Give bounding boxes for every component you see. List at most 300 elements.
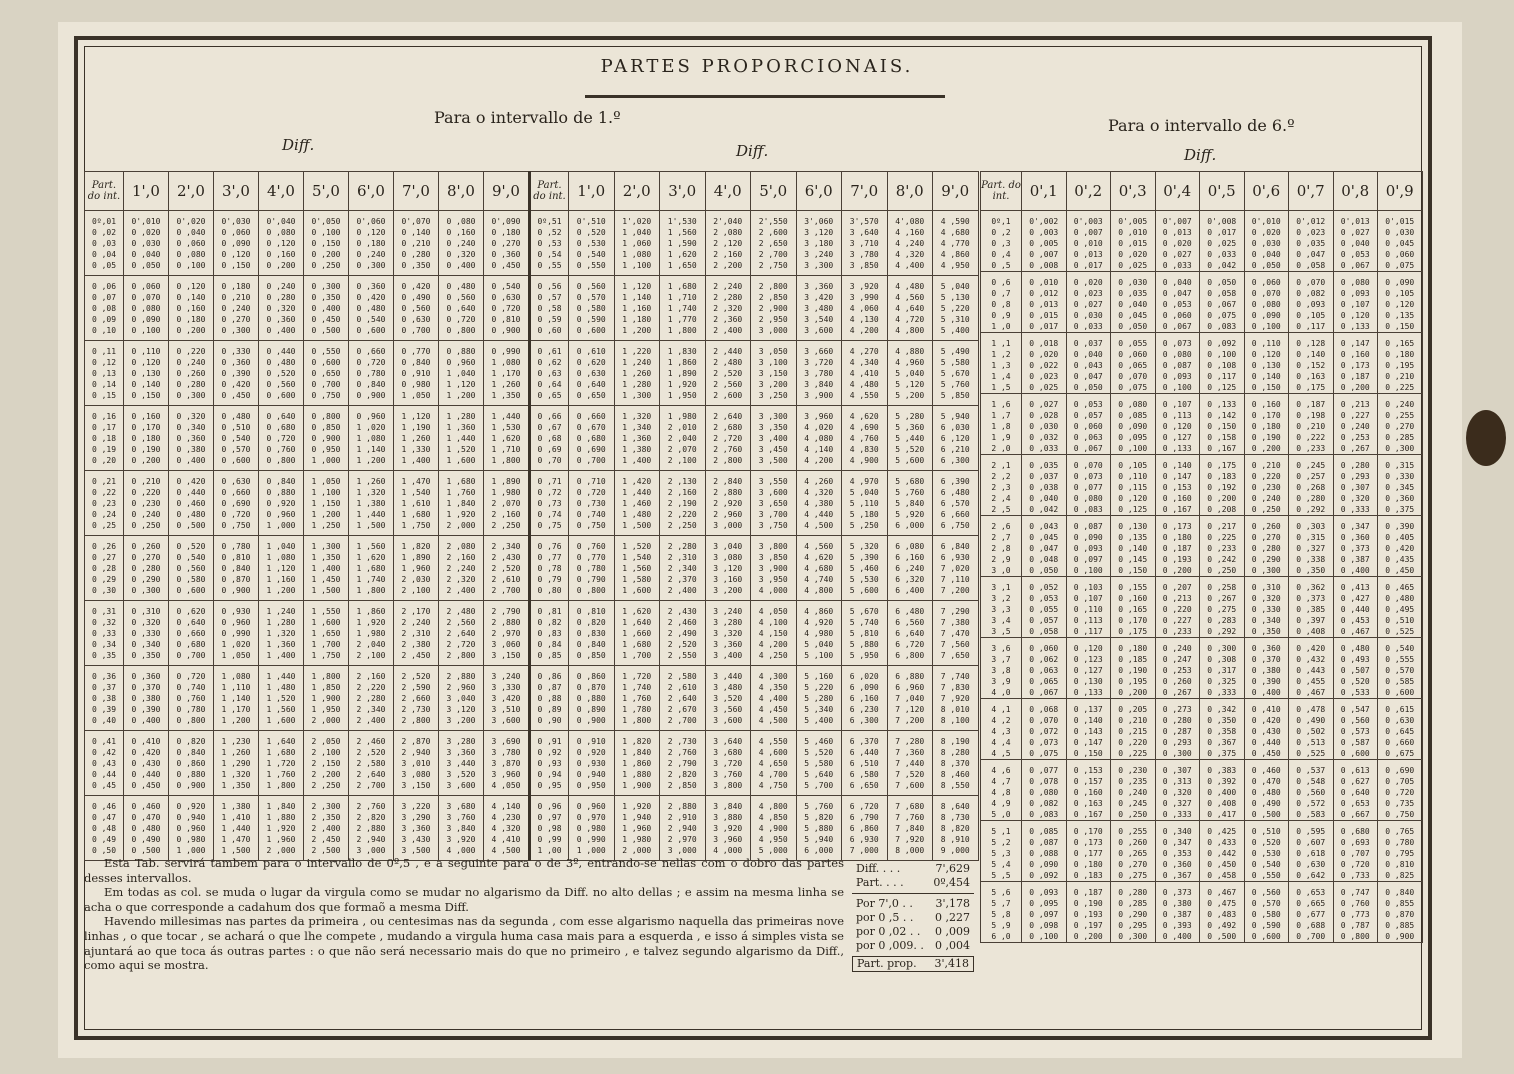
proportional-values: 1 ,840 1 ,880 1 ,920 1 ,960 2 ,000 [266, 802, 296, 855]
value-cell [842, 731, 888, 796]
part-values: 2 ,1 2 ,2 2 ,3 2 ,4 2 ,5 [991, 461, 1011, 514]
proportional-values: 0 ,425 0 ,433 0 ,442 0 ,450 0 ,458 [1207, 827, 1237, 880]
proportional-values: 0 ,660 0 ,670 0 ,680 0 ,690 0 ,700 [576, 412, 606, 465]
diff-column-header: 0',9 [1378, 172, 1423, 211]
value-cell [439, 601, 484, 666]
value-cell [259, 796, 304, 861]
part-values: 2 ,6 2 ,7 2 ,8 2 ,9 3 ,0 [991, 522, 1011, 575]
value-cell [1066, 272, 1111, 333]
table-row [85, 666, 529, 731]
proportional-values: 2 ,640 2 ,680 2 ,720 2 ,760 2 ,800 [713, 412, 743, 465]
value-cell [887, 536, 933, 601]
value-cell [1111, 211, 1156, 272]
part-cell [981, 821, 1022, 882]
value-cell [1289, 333, 1334, 394]
value-cell [614, 536, 660, 601]
footnote-paragraph: Em todas as col. se muda o lugar da virgula como se mudar no algarismo da Diff. no alto dellas ; e assim na mesma linha se acha o que corresponde a cadahum dos que formaõ a mesma Diff. [84, 885, 844, 914]
proportional-values: 3 ,050 3 ,100 3 ,150 3 ,200 3 ,250 [758, 347, 788, 400]
value-cell [1378, 821, 1423, 882]
value-cell [1289, 882, 1334, 943]
proportional-values: 4 ,560 4 ,620 4 ,680 4 ,740 4 ,800 [804, 542, 834, 595]
proportional-values: 0 ,960 1 ,020 1 ,080 1 ,140 1 ,200 [356, 412, 386, 465]
value-cell [304, 536, 349, 601]
proportional-values: 0 ,810 0 ,820 0 ,830 0 ,840 0 ,850 [576, 607, 606, 660]
value-cell [1022, 516, 1067, 577]
value-cell [1155, 699, 1200, 760]
value-cell [705, 341, 751, 406]
title-rule [585, 95, 945, 98]
value-cell [660, 406, 706, 471]
proportional-values: 2 ,760 2 ,820 2 ,880 2 ,940 3 ,000 [356, 802, 386, 855]
proportional-values: 0 ,080 0 ,085 0 ,090 0 ,095 0 ,100 [1118, 400, 1148, 453]
proportional-values: 0 ,130 0 ,135 0 ,140 0 ,145 0 ,150 [1118, 522, 1148, 575]
table-row [530, 211, 979, 276]
value-cell [169, 796, 214, 861]
part-values: 1 ,1 1 ,2 1 ,3 1 ,4 1 ,5 [991, 339, 1011, 392]
part-cell [981, 577, 1022, 638]
example-part-value: 0º,454 [933, 876, 970, 889]
proportional-values: 0 ,410 0 ,420 0 ,430 0 ,440 0 ,450 [1251, 705, 1281, 758]
value-cell [796, 406, 842, 471]
proportional-values: 2 ,050 2 ,100 2 ,150 2 ,200 2 ,250 [311, 737, 341, 790]
part-cell [530, 731, 569, 796]
part-cell [530, 471, 569, 536]
proportional-values: 2 ,800 2 ,850 2 ,900 2 ,950 3 ,000 [758, 282, 788, 335]
part-column-header: Part. do int. [981, 172, 1022, 211]
proportional-values: 0 ,090 0 ,105 0 ,120 0 ,135 0 ,150 [1385, 278, 1415, 331]
value-cell [349, 471, 394, 536]
value-cell [751, 731, 797, 796]
proportional-values: 0 ,052 0 ,053 0 ,055 0 ,057 0 ,058 [1029, 583, 1059, 636]
part-values: 0 ,66 0 ,67 0 ,68 0 ,69 0 ,70 [537, 412, 562, 465]
diff-column-header: 7',0 [394, 172, 439, 211]
value-cell [705, 796, 751, 861]
value-cell [1289, 699, 1334, 760]
paper-damage-spot [1466, 410, 1506, 466]
proportional-values: 0 ,260 0 ,270 0 ,280 0 ,290 0 ,300 [1251, 522, 1281, 575]
value-cell [1333, 577, 1378, 638]
proportional-values: 2 ,460 2 ,520 2 ,580 2 ,640 2 ,700 [356, 737, 386, 790]
value-cell [394, 406, 439, 471]
value-cell [304, 341, 349, 406]
value-cell [214, 276, 259, 341]
proportional-values: 3 ,680 3 ,760 3 ,840 3 ,920 4 ,000 [446, 802, 476, 855]
value-cell [705, 536, 751, 601]
proportional-values: 1 ,640 1 ,680 1 ,720 1 ,760 1 ,800 [266, 737, 296, 790]
value-cell [1066, 638, 1111, 699]
proportional-values: 4 ,300 4 ,350 4 ,400 4 ,450 4 ,500 [758, 672, 788, 725]
part-values: 0 ,06 0 ,07 0 ,08 0 ,09 0 ,10 [91, 282, 117, 335]
worked-example [852, 862, 974, 972]
value-cell [304, 471, 349, 536]
proportional-values: 8 ,640 8 ,730 8 ,820 8 ,910 9 ,000 [940, 802, 970, 855]
proportional-values: 7 ,680 7 ,760 7 ,840 7 ,920 8 ,000 [895, 802, 925, 855]
value-cell [842, 796, 888, 861]
value-cell [796, 601, 842, 666]
diff-label-2: Diff. [736, 142, 769, 160]
proportional-values: 0 ,413 0 ,427 0 ,440 0 ,453 0 ,467 [1340, 583, 1370, 636]
value-cell [1289, 577, 1334, 638]
value-cell [169, 731, 214, 796]
proportional-values: 0 ,037 0 ,040 0 ,043 0 ,047 0 ,050 [1073, 339, 1103, 392]
value-cell [1155, 516, 1200, 577]
table-row [530, 796, 979, 861]
part-values: 0 ,86 0 ,87 0 ,88 0 ,89 0 ,90 [537, 672, 562, 725]
value-cell [614, 471, 660, 536]
value-cell [933, 796, 979, 861]
proportional-values: 6 ,720 6 ,790 6 ,860 6 ,930 7 ,000 [849, 802, 879, 855]
value-cell [1111, 516, 1156, 577]
proportional-values: 0 ,480 0 ,493 0 ,507 0 ,520 0 ,533 [1340, 644, 1370, 697]
proportional-values: 1 ,040 1 ,080 1 ,120 1 ,160 1 ,200 [266, 542, 296, 595]
proportional-values: 4 ,620 4 ,690 4 ,760 4 ,830 4 ,900 [849, 412, 879, 465]
proportional-values: 0 ,092 0 ,100 0 ,108 0 ,117 0 ,125 [1207, 339, 1237, 392]
proportional-values: 0 ,340 0 ,347 0 ,353 0 ,360 0 ,367 [1162, 827, 1192, 880]
diff-column-header: 4',0 [705, 172, 751, 211]
proportional-values: 0 ,280 0 ,285 0 ,290 0 ,295 0 ,300 [1118, 888, 1148, 941]
diff-column-header: 8',0 [439, 172, 484, 211]
proportional-values: 4 ,480 4 ,560 4 ,640 4 ,720 4 ,800 [895, 282, 925, 335]
diff-column-header: 6',0 [796, 172, 842, 211]
proportional-values: 0 ,478 0 ,490 0 ,502 0 ,513 0 ,525 [1296, 705, 1326, 758]
proportional-values: 0',015 0 ,030 0 ,045 0 ,060 0 ,075 [1385, 217, 1415, 270]
value-cell [1200, 638, 1245, 699]
proportional-values: 0 ,043 0 ,045 0 ,047 0 ,048 0 ,050 [1029, 522, 1059, 575]
proportional-values: 4 ,050 4 ,100 4 ,150 4 ,200 4 ,250 [758, 607, 788, 660]
value-cell [439, 471, 484, 536]
proportional-values: 1 ,050 1 ,100 1 ,150 1 ,200 1 ,250 [311, 477, 341, 530]
part-values: 0 ,96 0 ,97 0 ,98 0 ,99 1 ,00 [537, 802, 562, 855]
value-cell [796, 666, 842, 731]
value-cell [1111, 272, 1156, 333]
proportional-values: 0 ,710 0 ,720 0 ,730 0 ,740 0 ,750 [576, 477, 606, 530]
value-cell [349, 731, 394, 796]
value-cell [169, 406, 214, 471]
proportional-values: 0 ,133 0 ,142 0 ,150 0 ,158 0 ,167 [1207, 400, 1237, 453]
proportional-values: 0 ,410 0 ,420 0 ,430 0 ,440 0 ,450 [131, 737, 161, 790]
value-cell [484, 276, 529, 341]
part-cell [981, 516, 1022, 577]
value-cell [1200, 455, 1245, 516]
proportional-values: 0 ,770 0 ,840 0 ,910 0 ,980 1 ,050 [401, 347, 431, 400]
proportional-values: 0 ,080 0 ,160 0 ,240 0 ,320 0 ,400 [446, 217, 476, 270]
value-cell [439, 536, 484, 601]
part-cell [530, 276, 569, 341]
value-cell [124, 471, 169, 536]
value-cell [169, 211, 214, 276]
value-cell [1333, 516, 1378, 577]
proportional-values: 0 ,105 0 ,110 0 ,115 0 ,120 0 ,125 [1118, 461, 1148, 514]
value-cell [259, 601, 304, 666]
value-cell [751, 341, 797, 406]
value-cell [660, 731, 706, 796]
value-cell [214, 341, 259, 406]
value-cell [796, 341, 842, 406]
proportional-values: 0 ,050 0 ,058 0 ,067 0 ,075 0 ,083 [1207, 278, 1237, 331]
proportional-values: 6 ,880 6 ,960 7 ,040 7 ,120 7 ,200 [895, 672, 925, 725]
proportional-values: 0 ,780 0 ,810 0 ,840 0 ,870 0 ,900 [221, 542, 251, 595]
value-cell [1155, 455, 1200, 516]
value-cell [1289, 760, 1334, 821]
value-cell [214, 601, 259, 666]
proportional-values: 5 ,160 5 ,220 5 ,280 5 ,340 5 ,400 [804, 672, 834, 725]
example-line-value: 0 ,004 [935, 939, 970, 952]
proportional-values: 6 ,020 6 ,090 6 ,160 6 ,230 6 ,300 [849, 672, 879, 725]
value-cell [349, 666, 394, 731]
value-cell [842, 406, 888, 471]
value-cell [1289, 821, 1334, 882]
part-values: 5 ,6 5 ,7 5 ,8 5 ,9 6 ,0 [991, 888, 1011, 941]
value-cell [1066, 882, 1111, 943]
proportional-values: 0 ,060 0 ,070 0 ,080 0 ,090 0 ,100 [131, 282, 161, 335]
proportional-values: 0 ,207 0 ,213 0 ,220 0 ,227 0 ,233 [1162, 583, 1192, 636]
table-row [981, 821, 1423, 882]
value-cell [751, 536, 797, 601]
proportional-values: 0 ,630 0 ,660 0 ,690 0 ,720 0 ,750 [221, 477, 251, 530]
proportional-values: 0 ,300 0 ,308 0 ,317 0 ,325 0 ,333 [1207, 644, 1237, 697]
value-cell [569, 601, 615, 666]
proportional-values: 4 ,590 4 ,680 4 ,770 4 ,860 4 ,950 [940, 217, 970, 270]
value-cell [304, 406, 349, 471]
proportional-values: 1 ,680 1 ,710 1 ,740 1 ,770 1 ,800 [667, 282, 697, 335]
table-row [85, 341, 529, 406]
table-row [85, 471, 529, 536]
example-diff-label: Diff. . . . [856, 862, 901, 875]
proportional-values: 3 ,280 3 ,360 3 ,440 3 ,520 3 ,600 [446, 737, 476, 790]
diff-column-header: 0',4 [1155, 172, 1200, 211]
value-cell [1378, 760, 1423, 821]
part-cell [530, 211, 569, 276]
value-cell [1022, 211, 1067, 272]
proportional-values: 0 ,640 0 ,680 0 ,720 0 ,760 0 ,800 [266, 412, 296, 465]
value-cell [796, 796, 842, 861]
proportional-values: 3 ,360 3 ,420 3 ,480 3 ,540 3 ,600 [804, 282, 834, 335]
part-cell [530, 666, 569, 731]
proportional-values: 0 ,210 0 ,220 0 ,230 0 ,240 0 ,250 [131, 477, 161, 530]
value-cell [1155, 333, 1200, 394]
proportional-values: 0 ,720 0 ,740 0 ,760 0 ,780 0 ,800 [176, 672, 206, 725]
part-cell [85, 731, 124, 796]
table-row [530, 276, 979, 341]
value-cell [614, 666, 660, 731]
part-values: 0 ,71 0 ,72 0 ,73 0 ,74 0 ,75 [537, 477, 562, 530]
value-cell [394, 471, 439, 536]
proportional-values: 0 ,480 0 ,560 0 ,640 0 ,720 0 ,800 [446, 282, 476, 335]
proportional-values: 3 ,960 4 ,020 4 ,080 4 ,140 4 ,200 [804, 412, 834, 465]
proportional-values: 3 ,300 3 ,350 3 ,400 3 ,450 3 ,500 [758, 412, 788, 465]
value-cell [169, 471, 214, 536]
proportional-values: 1',530 1 ,560 1 ,590 1 ,620 1 ,650 [667, 217, 697, 270]
value-cell [751, 406, 797, 471]
diff-column-header: 0',3 [1111, 172, 1156, 211]
value-cell [259, 536, 304, 601]
proportional-values: 0 ,260 0 ,270 0 ,280 0 ,290 0 ,300 [131, 542, 161, 595]
table-header-row [85, 172, 529, 211]
part-cell [981, 272, 1022, 333]
proportional-values: 7 ,280 7 ,360 7 ,440 7 ,520 7 ,600 [895, 737, 925, 790]
proportional-values: 0 ,360 0 ,370 0 ,380 0 ,390 0 ,400 [131, 672, 161, 725]
value-cell [1200, 211, 1245, 272]
table-header-row [530, 172, 979, 211]
diff-column-header: 1',0 [569, 172, 615, 211]
value-cell [124, 731, 169, 796]
value-cell [1111, 394, 1156, 455]
proportional-values: 0 ,373 0 ,380 0 ,387 0 ,393 0 ,400 [1162, 888, 1192, 941]
part-cell [85, 796, 124, 861]
proportional-values: 1 ,260 1 ,320 1 ,380 1 ,440 1 ,500 [356, 477, 386, 530]
value-cell [1333, 821, 1378, 882]
proportional-values: 0 ,342 0 ,350 0 ,358 0 ,367 0 ,375 [1207, 705, 1237, 758]
diff-column-header: 5',0 [751, 172, 797, 211]
proportional-values: 0 ,180 0 ,210 0 ,240 0 ,270 0 ,300 [221, 282, 251, 335]
value-cell [614, 406, 660, 471]
proportional-values: 2 ,280 2 ,310 2 ,340 2 ,370 2 ,400 [667, 542, 697, 595]
value-cell [705, 211, 751, 276]
value-cell [1378, 455, 1423, 516]
proportional-values: 1 ,830 1 ,860 1 ,890 1 ,920 1 ,950 [667, 347, 697, 400]
value-cell [439, 666, 484, 731]
value-cell [842, 666, 888, 731]
part-cell [85, 601, 124, 666]
proportional-values: 0 ,053 0 ,057 0 ,060 0 ,063 0 ,067 [1073, 400, 1103, 453]
proportional-values: 0 ,080 0 ,093 0 ,107 0 ,120 0 ,133 [1340, 278, 1370, 331]
value-cell [484, 341, 529, 406]
value-cell [439, 276, 484, 341]
value-cell [1289, 516, 1334, 577]
value-cell [614, 341, 660, 406]
table-row [981, 394, 1423, 455]
value-cell [394, 601, 439, 666]
diff-column-header: 2',0 [614, 172, 660, 211]
proportional-values: 0 ,170 0 ,173 0 ,177 0 ,180 0 ,183 [1073, 827, 1103, 880]
part-values: 4 ,6 4 ,7 4 ,8 4 ,9 5 ,0 [991, 766, 1011, 819]
part-cell [85, 666, 124, 731]
proportional-values: 0 ,055 0 ,060 0 ,065 0 ,070 0 ,075 [1118, 339, 1148, 392]
table-row [530, 601, 979, 666]
value-cell [1333, 455, 1378, 516]
proportional-values: 0 ,860 0 ,870 0 ,880 0 ,890 0 ,900 [576, 672, 606, 725]
proportional-values: 0 ,060 0 ,062 0 ,063 0 ,065 0 ,067 [1029, 644, 1059, 697]
value-cell [1378, 577, 1423, 638]
value-cell [887, 276, 933, 341]
value-cell [1200, 272, 1245, 333]
proportional-values: 0',060 0 ,120 0 ,180 0 ,240 0 ,300 [356, 217, 386, 270]
value-cell [751, 211, 797, 276]
table-row [85, 406, 529, 471]
proportional-values: 0 ,120 0 ,123 0 ,127 0 ,130 0 ,133 [1073, 644, 1103, 697]
value-cell [214, 211, 259, 276]
value-cell [484, 406, 529, 471]
proportional-values: 0 ,273 0 ,280 0 ,287 0 ,293 0 ,300 [1162, 705, 1192, 758]
value-cell [259, 731, 304, 796]
diff-column-header: 0',7 [1289, 172, 1334, 211]
proportional-values: 2 ,580 2 ,610 2 ,640 2 ,670 2 ,700 [667, 672, 697, 725]
proportional-values: 0 ,187 0 ,190 0 ,193 0 ,197 0 ,200 [1073, 888, 1103, 941]
diff-label-3: Diff. [1184, 146, 1217, 164]
proportional-values: 0 ,465 0 ,480 0 ,495 0 ,510 0 ,525 [1385, 583, 1415, 636]
value-cell [705, 601, 751, 666]
proportional-values: 0 ,653 0 ,665 0 ,677 0 ,688 0 ,700 [1296, 888, 1326, 941]
diff-column-header: 9',0 [484, 172, 529, 211]
proportional-values: 0 ,107 0 ,113 0 ,120 0 ,127 0 ,133 [1162, 400, 1192, 453]
table-row [85, 536, 529, 601]
value-cell [394, 276, 439, 341]
proportional-values: 4 ,970 5 ,040 5 ,110 5 ,180 5 ,250 [849, 477, 879, 530]
proportional-values: 2 ,520 2 ,590 2 ,660 2 ,730 2 ,800 [401, 672, 431, 725]
proportional-values: 0 ,690 0 ,705 0 ,720 0 ,735 0 ,750 [1385, 766, 1415, 819]
value-cell [1155, 394, 1200, 455]
value-cell [1244, 211, 1289, 272]
value-cell [1378, 699, 1423, 760]
value-cell [1378, 882, 1423, 943]
proportional-values: 0 ,160 0 ,170 0 ,180 0 ,190 0 ,200 [1251, 400, 1281, 453]
proportional-values: 0 ,620 0 ,640 0 ,660 0 ,680 0 ,700 [176, 607, 206, 660]
proportional-values: 1 ,980 2 ,010 2 ,040 2 ,070 2 ,100 [667, 412, 697, 465]
value-cell [1022, 394, 1067, 455]
proportional-values: 0 ,930 0 ,960 0 ,990 1 ,020 1 ,050 [221, 607, 251, 660]
proportional-values: 1 ,520 1 ,540 1 ,560 1 ,580 1 ,600 [622, 542, 652, 595]
value-cell [124, 666, 169, 731]
value-cell [304, 666, 349, 731]
value-cell [349, 341, 394, 406]
proportional-values: 0 ,310 0 ,320 0 ,330 0 ,340 0 ,350 [131, 607, 161, 660]
proportional-values: 0',510 0 ,520 0 ,530 0 ,540 0 ,550 [576, 217, 606, 270]
table-row [85, 601, 529, 666]
value-cell [842, 341, 888, 406]
proportional-values: 0 ,747 0 ,760 0 ,773 0 ,787 0 ,800 [1340, 888, 1370, 941]
proportional-values: 4 ,140 4 ,230 4 ,320 4 ,410 4 ,500 [491, 802, 521, 855]
proportional-values: 1 ,230 1 ,260 1 ,290 1 ,320 1 ,350 [221, 737, 251, 790]
value-cell [1244, 760, 1289, 821]
diff-column-header: 3',0 [660, 172, 706, 211]
value-cell [1289, 455, 1334, 516]
proportional-values: 0',050 0 ,100 0 ,150 0 ,200 0 ,250 [311, 217, 341, 270]
diff-column-header: 3',0 [214, 172, 259, 211]
value-cell [1066, 821, 1111, 882]
value-cell [1333, 638, 1378, 699]
value-cell [1378, 333, 1423, 394]
part-values: 0º,51 0 ,52 0 ,53 0 ,54 0 ,55 [537, 217, 562, 270]
proportional-values: 2 ,160 2 ,220 2 ,280 2 ,340 2 ,400 [356, 672, 386, 725]
proportional-values: 0',040 0 ,080 0 ,120 0 ,160 0 ,200 [266, 217, 296, 270]
proportional-values: 0',008 0 ,017 0 ,025 0 ,033 0 ,042 [1207, 217, 1237, 270]
proportional-values: 0 ,595 0 ,607 0 ,618 0 ,630 0 ,642 [1296, 827, 1326, 880]
value-cell [1200, 821, 1245, 882]
value-cell [1066, 333, 1111, 394]
proportional-values: 4 ,270 4 ,340 4 ,410 4 ,480 4 ,550 [849, 347, 879, 400]
value-cell [439, 341, 484, 406]
proportional-values: 0 ,213 0 ,227 0 ,240 0 ,253 0 ,267 [1340, 400, 1370, 453]
proportional-values: 6 ,390 6 ,480 6 ,570 6 ,660 6 ,750 [940, 477, 970, 530]
proportional-values: 3 ,440 3 ,480 3 ,520 3 ,560 3 ,600 [713, 672, 743, 725]
value-cell [1333, 272, 1378, 333]
value-cell [569, 406, 615, 471]
proportional-values: 0 ,180 0 ,185 0 ,190 0 ,195 0 ,200 [1118, 644, 1148, 697]
value-cell [304, 601, 349, 666]
value-cell [1244, 516, 1289, 577]
proportional-values: 1 ,470 1 ,540 1 ,610 1 ,680 1 ,750 [401, 477, 431, 530]
value-cell [1022, 333, 1067, 394]
value-cell [751, 471, 797, 536]
value-cell [1022, 272, 1067, 333]
proportional-values: 0 ,560 0 ,570 0 ,580 0 ,590 0 ,600 [1251, 888, 1281, 941]
proportional-values: 0 ,800 0 ,850 0 ,900 0 ,950 1 ,000 [311, 412, 341, 465]
part-cell [530, 796, 569, 861]
table-row [981, 211, 1423, 272]
value-cell [614, 731, 660, 796]
proportional-values: 0 ,217 0 ,225 0 ,233 0 ,242 0 ,250 [1207, 522, 1237, 575]
value-cell [660, 211, 706, 276]
